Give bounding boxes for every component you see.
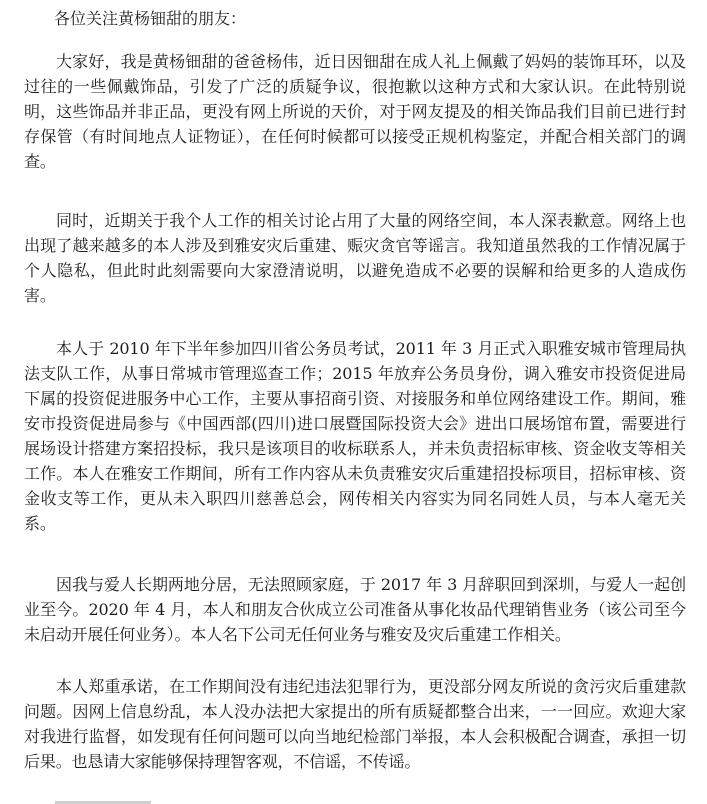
paragraph-jewelry-clarification: 大家好，我是黄杨钿甜的爸爸杨伟，近日因钿甜在成人礼上佩戴了妈妈的装饰耳环，以及过往的一些佩戴饰品，引发了广泛的质疑争议，很抱歉以这种方式和大家认识。在此特别说明，这些饰品并非正品，更没有网上所说的天价，对于网友提及的相关饰品我们目前已进行封存保管（有时间地点人证物证），在任何时候都可以接受正规机构鉴定，并配合相关部门的调查。	[24, 52, 686, 171]
paragraph-pledge: 本人郑重承诺，在工作期间没有违纪违法犯罪行为，更没部分网友所说的贪污灾后重建款问题。因网上信息纷乱，本人没办法把大家提出的所有质疑都整合出来，一一回应。欢迎大家对我进行监督，如发现有任何问题可以向当地纪检部门举报，本人会积极配合调查，承担一切后果。也恳请大家能够保持理智客观，不信谣，不传谣。	[24, 677, 686, 771]
paragraph-relocation-business: 因我与爱人长期两地分居，无法照顾家庭，于 2017 年 3 月辞职回到深圳，与爱人一起创业至今。2020 年 4 月，本人和朋友合伙成立公司准备从事化妆品代理销售业务（该公司至今未启动开展任何业务）。本人名下公司无任何业务与雅安及灾后重建工作相关。	[24, 575, 686, 644]
paragraph-work-apology: 同时，近期关于我个人工作的相关讨论占用了大量的网络空间，本人深表歉意。网络上也出现了越来越多的本人涉及到雅安灾后重建、赈灾贪官等谣言。我知道虽然我的工作情况属于个人隐私，但此时此刻需要向大家澄清说明，以避免造成不必要的误解和给更多的人造成伤害。	[24, 211, 686, 305]
cropped-next-line	[55, 796, 151, 804]
paragraph-work-history: 本人于 2010 年下半年参加四川省公务员考试，2011 年 3 月正式入职雅安城市管理局执法支队工作，从事日常城市管理巡查工作；2015 年放弃公务员身份，调入雅安市投资促进局下属的投资促进服务中心工作，主要从事招商引资、对接服务和单位网络建设工作。期间，雅安市投资促进局参与《中国西部(四川)进口展暨国际投资大会》进出口展场馆布置，需要进行展场设计搭建方案招投标，我只是该项目的收标联系人，并未负责招标审核、资金收支等相关工作。本人在雅安工作期间，所有工作内容从未负责雅安灾后重建招投标项目，招标审核、资金收支等工作，更从未入职四川慈善总会，网传相关内容实为同名同姓人员，与本人毫无关系。	[24, 339, 686, 533]
letter-greeting: 各位关注黄杨钿甜的朋友：	[54, 9, 247, 28]
